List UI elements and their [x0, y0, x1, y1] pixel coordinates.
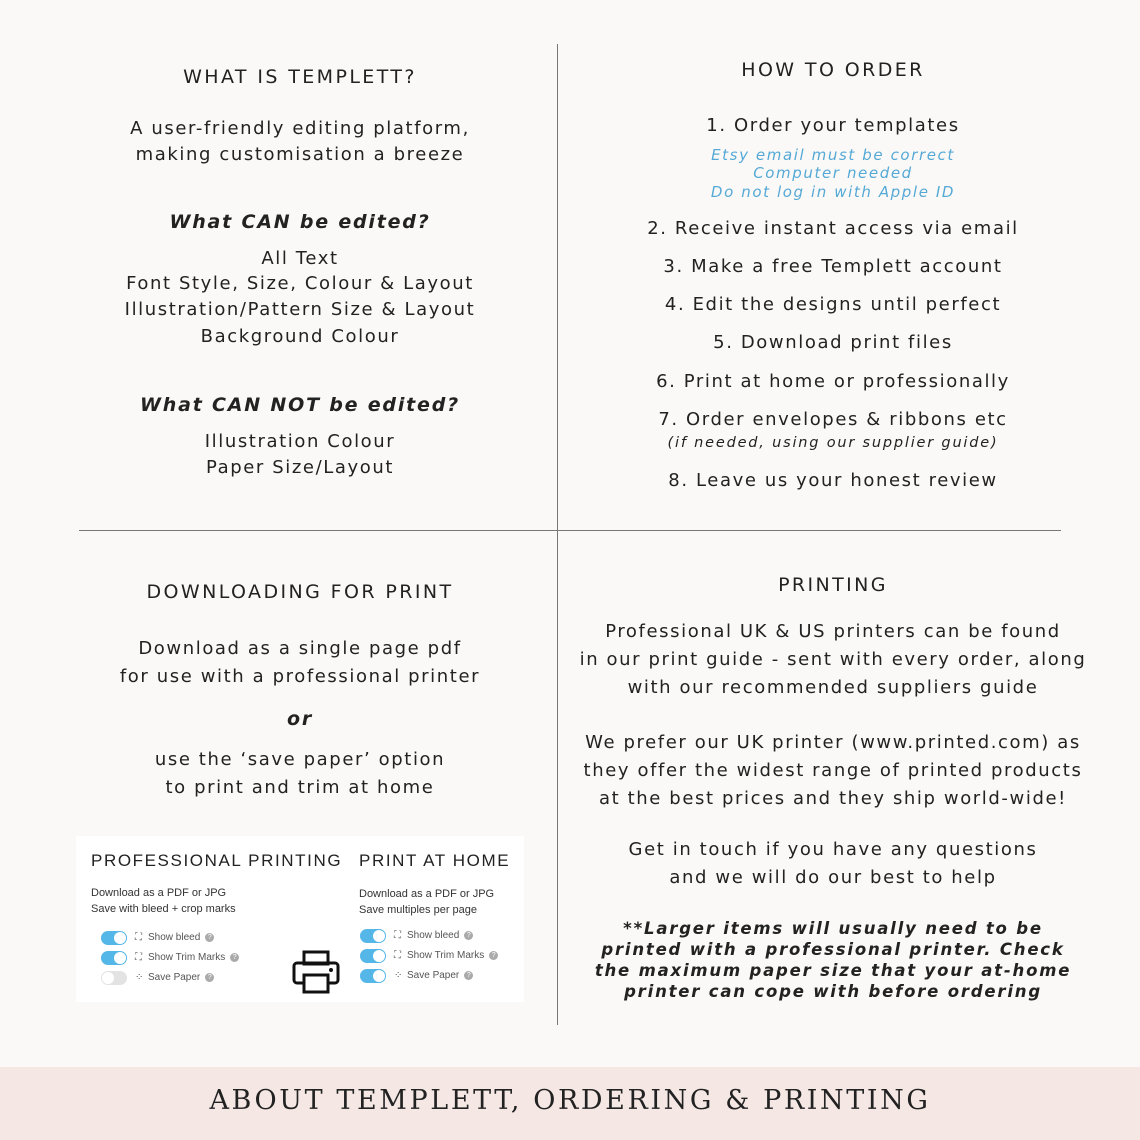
- help-icon[interactable]: ?: [464, 971, 473, 980]
- help-icon[interactable]: ?: [230, 953, 239, 962]
- printing-line: We prefer our UK printer (www.printed.com) as: [585, 732, 1081, 753]
- help-icon[interactable]: ?: [464, 931, 473, 940]
- printing-note-line: printed with a professional printer. Check: [601, 940, 1065, 959]
- footer-banner: [0, 1067, 1140, 1140]
- downloading-line: for use with a professional printer: [119, 666, 481, 687]
- save-paper-toggle[interactable]: [360, 969, 386, 983]
- grid-icon: ⁘: [135, 972, 144, 983]
- home-line: Download as a PDF or JPG: [359, 888, 495, 900]
- cannot-edit-item: Illustration Colour: [204, 431, 396, 452]
- help-icon[interactable]: ?: [205, 933, 214, 942]
- downloading-line: to print and trim at home: [165, 777, 435, 798]
- can-edit-title: What CAN be edited?: [169, 211, 431, 233]
- printing-line: and we will do our best to help: [669, 867, 997, 888]
- order-step: 4. Edit the designs until perfect: [664, 294, 1002, 315]
- can-edit-item: Illustration/Pattern Size & Layout: [124, 299, 476, 320]
- or-text: or: [286, 708, 314, 730]
- option-label: Show Trim Marks ?: [148, 950, 239, 966]
- intro-line: A user-friendly editing platform,: [130, 118, 470, 139]
- show-trim-marks-toggle[interactable]: [101, 951, 127, 965]
- option-label: Save Paper ?: [407, 968, 473, 984]
- printing-line: they offer the widest range of printed products: [583, 760, 1083, 781]
- show-trim-marks-toggle[interactable]: [360, 949, 386, 963]
- option-label: Show bleed ?: [407, 928, 473, 944]
- section-title: HOW TO ORDER: [741, 59, 925, 81]
- option-label: Save Paper ?: [148, 970, 214, 986]
- printing-note-line: the maximum paper size that your at-home: [594, 961, 1072, 980]
- show-bleed-toggle[interactable]: [360, 929, 386, 943]
- option-label: Show Trim Marks ?: [407, 948, 498, 964]
- order-step: 8. Leave us your honest review: [668, 470, 998, 491]
- print-at-home-title: PRINT AT HOME: [359, 851, 511, 870]
- trim-marks-icon: ⛶: [135, 952, 142, 963]
- trim-marks-icon: ⛶: [394, 950, 401, 961]
- printing-line: in our print guide - sent with every order, along: [579, 649, 1087, 670]
- bleed-icon: ⛶: [394, 930, 401, 941]
- printing-line: with our recommended suppliers guide: [627, 677, 1039, 698]
- show-bleed-toggle[interactable]: [101, 931, 127, 945]
- professional-line: Download as a PDF or JPG: [91, 887, 227, 899]
- printing-note-line: printer can cope with before ordering: [624, 982, 1042, 1001]
- intro-line: making customisation a breeze: [135, 144, 465, 165]
- bleed-icon: ⛶: [135, 932, 142, 943]
- print-options-card: [76, 836, 524, 1002]
- order-step: 5. Download print files: [713, 332, 953, 353]
- printer-icon: [291, 950, 341, 996]
- section-title: PRINTING: [778, 574, 888, 596]
- option-label: Show bleed ?: [148, 930, 214, 946]
- save-paper-toggle[interactable]: [101, 971, 127, 985]
- section-title: WHAT IS TEMPLETT?: [183, 66, 417, 88]
- can-edit-item: Font Style, Size, Colour & Layout: [126, 273, 474, 294]
- horizontal-divider: [79, 530, 1061, 531]
- footer-title: ABOUT TEMPLETT, ORDERING & PRINTING: [209, 1085, 931, 1116]
- cannot-edit-item: Paper Size/Layout: [205, 457, 395, 478]
- order-step-note: (if needed, using our supplier guide): [667, 435, 999, 451]
- order-note: Computer needed: [753, 164, 913, 182]
- can-edit-item: Background Colour: [200, 326, 400, 347]
- professional-line: Save with bleed + crop marks: [91, 903, 236, 915]
- order-step: 3. Make a free Templett account: [663, 256, 1003, 277]
- order-step: 6. Print at home or professionally: [656, 371, 1010, 392]
- vertical-divider: [557, 44, 558, 1025]
- professional-printing-title: PROFESSIONAL PRINTING: [91, 851, 343, 870]
- order-step: 7. Order envelopes & ribbons etc: [658, 409, 1008, 430]
- help-icon[interactable]: ?: [205, 973, 214, 982]
- grid-icon: ⁘: [394, 970, 403, 981]
- printing-note-line: **Larger items will usually need to be: [623, 919, 1043, 938]
- printing-line: Professional UK & US printers can be found: [605, 621, 1061, 642]
- order-note: Etsy email must be correct: [711, 146, 955, 164]
- order-step: 1. Order your templates: [706, 115, 960, 136]
- can-edit-item: All Text: [261, 248, 339, 269]
- home-line: Save multiples per page: [359, 904, 478, 916]
- order-step: 2. Receive instant access via email: [647, 218, 1019, 239]
- downloading-line: use the ‘save paper’ option: [154, 749, 446, 770]
- order-note: Do not log in with Apple ID: [710, 183, 956, 201]
- downloading-line: Download as a single page pdf: [138, 638, 462, 659]
- printing-line: at the best prices and they ship world-wide!: [599, 788, 1067, 809]
- section-title: DOWNLOADING FOR PRINT: [146, 581, 454, 603]
- printing-line: Get in touch if you have any questions: [628, 839, 1038, 860]
- help-icon[interactable]: ?: [489, 951, 498, 960]
- cannot-edit-title: What CAN NOT be edited?: [140, 394, 460, 416]
